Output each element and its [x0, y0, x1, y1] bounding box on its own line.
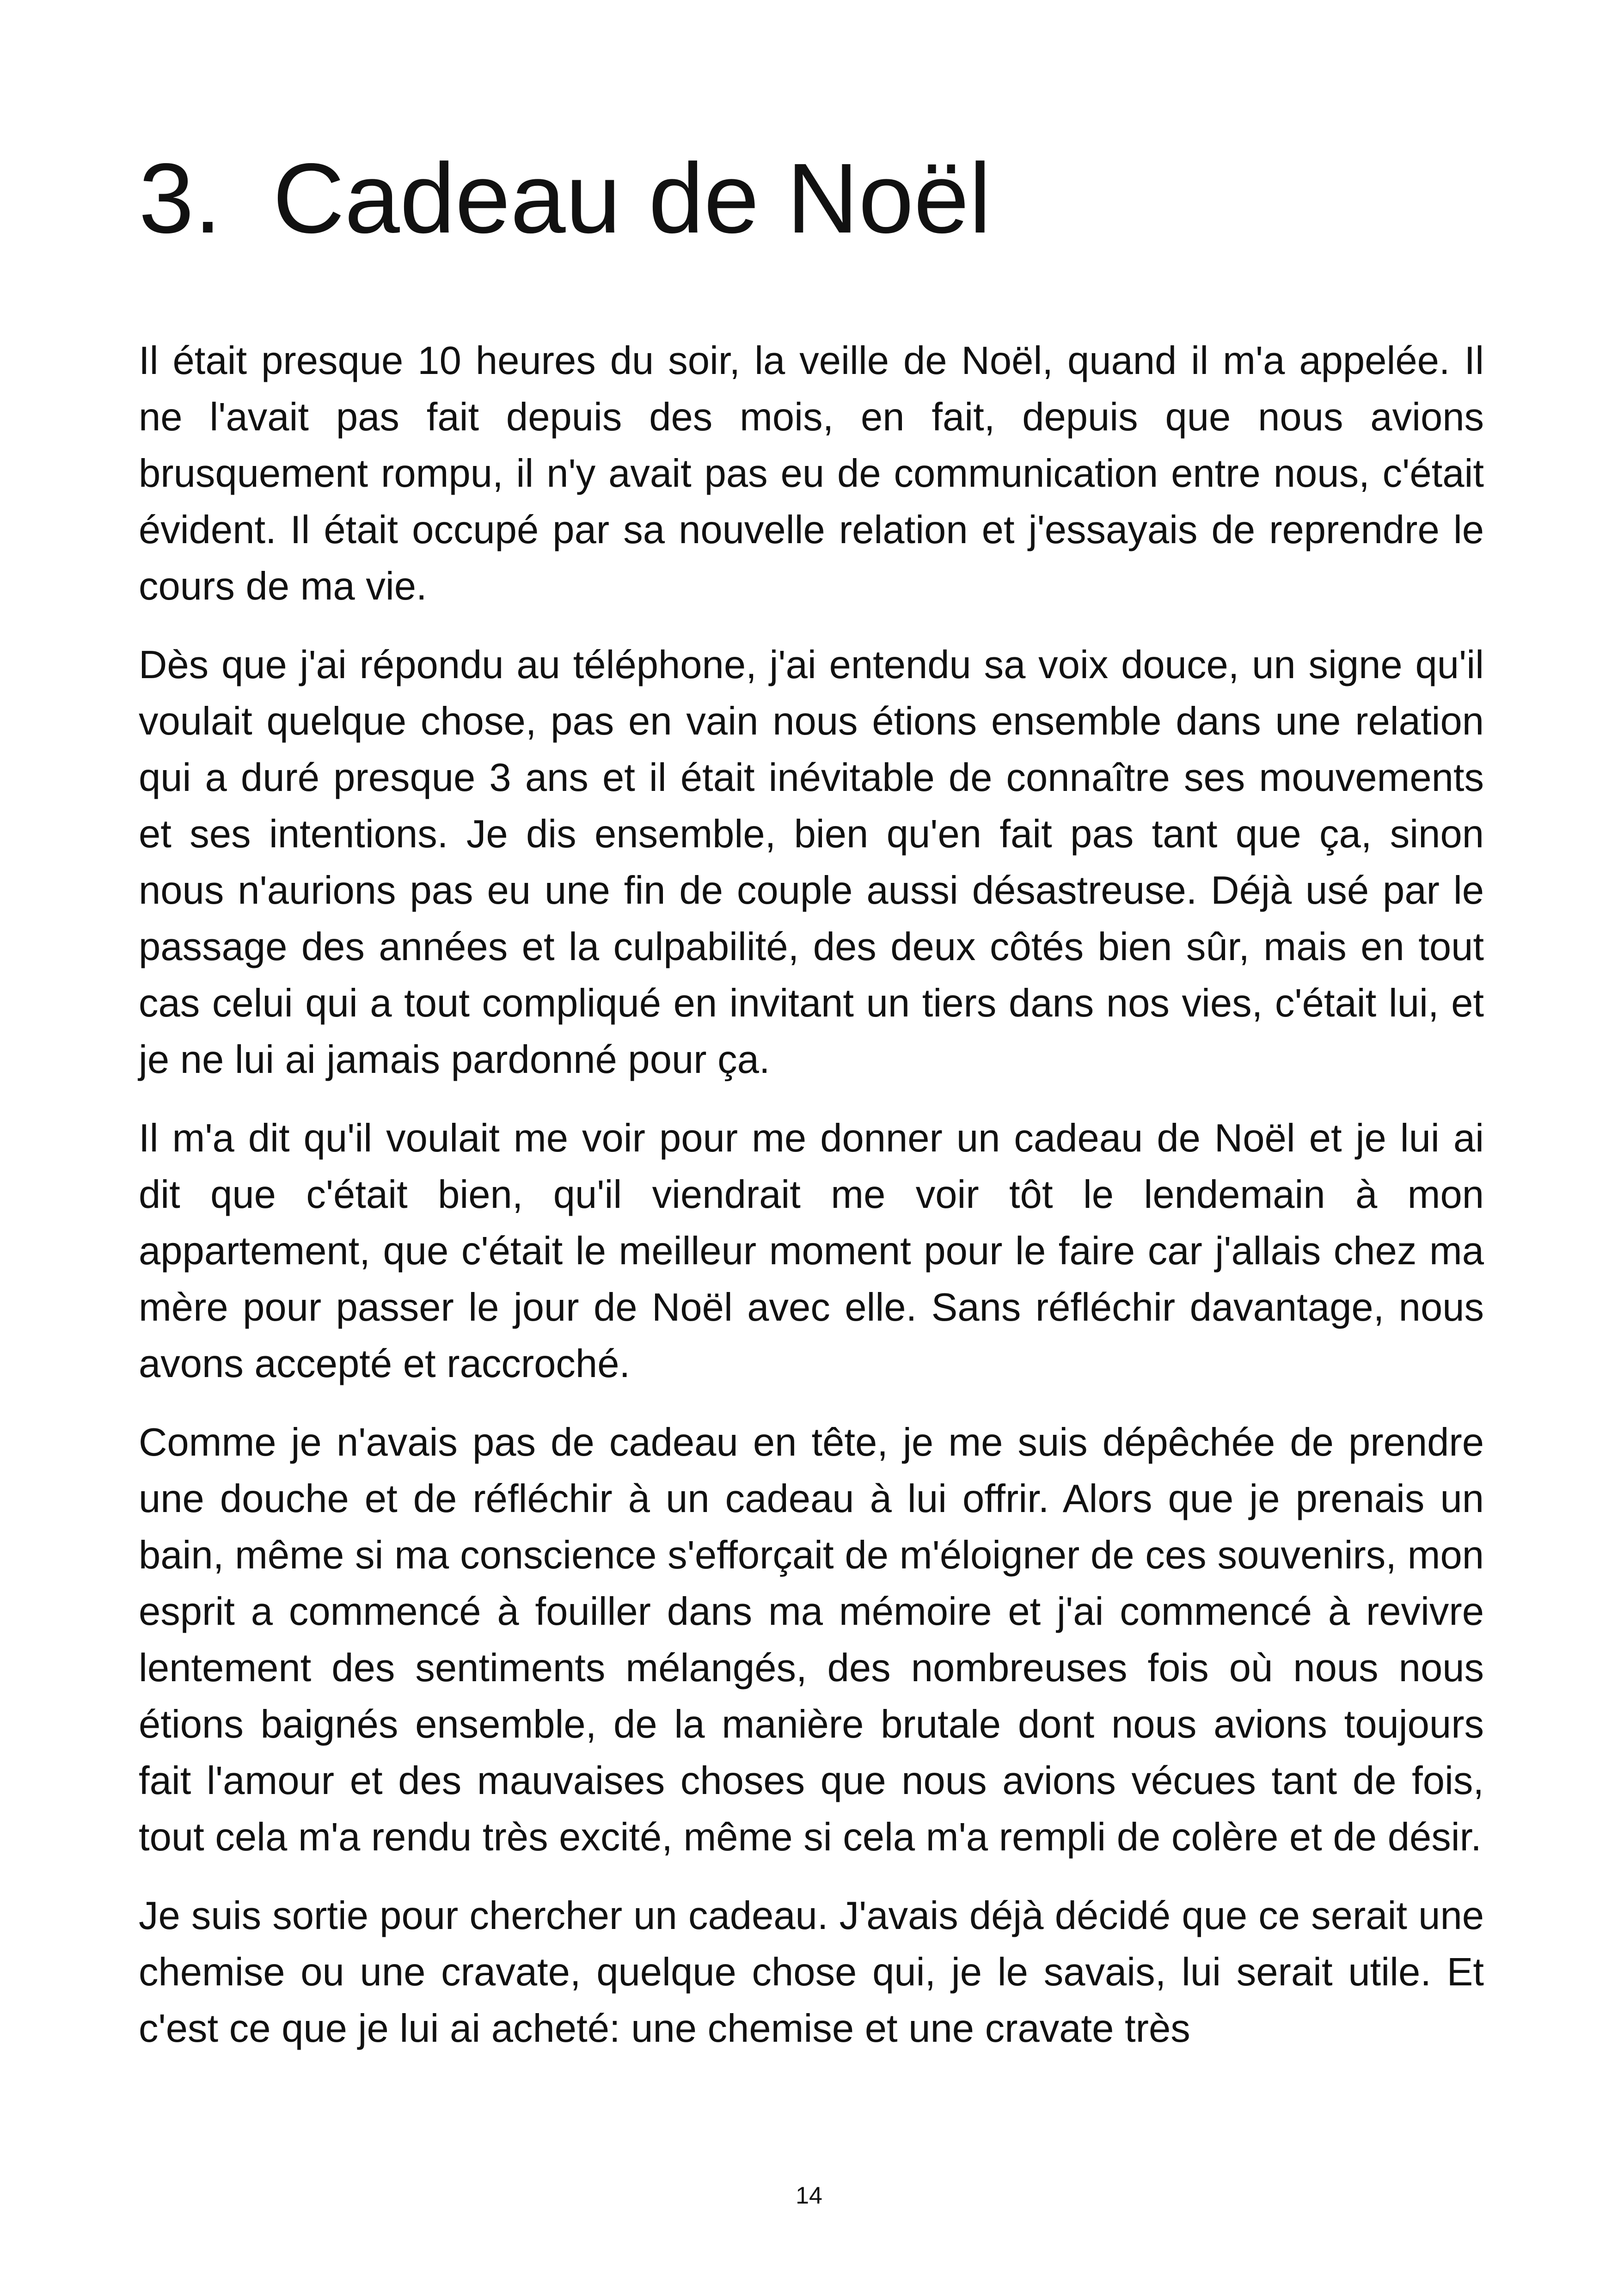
paragraph: Je suis sortie pour chercher un cadeau. J'avais déjà décidé que ce serait une chemise ou une cravate, quelque chose qui, je le savais, lui serait utile. Et c'est ce que je lui ai acheté: une chemise et une cravate très [139, 1894, 1484, 2051]
chapter-heading [139, 139, 991, 258]
paragraph: Dès que j'ai répondu au téléphone, j'ai entendu sa voix douce, un signe qu'il voulait quelque chose, pas en vain nous étions ensemble dans une relation qui a duré presque 3 ans et il était inévitable de connaître ses mouvements et ses intentions. Je dis ensemble, bien qu'en fait pas tant que ça, sinon nous n'aurions pas eu une fin de couple aussi désastreuse. Déjà usé par le passage des années et la culpabilité, des deux côtés bien sûr, mais en tout cas celui qui a tout compliqué en invitant un tiers dans nos vies, c'était lui, et je ne lui ai jamais pardonné pour ça. [139, 643, 1484, 1082]
body-text [139, 333, 1484, 2079]
paragraph: Il était presque 10 heures du soir, la veille de Noël, quand il m'a appelée. Il ne l'avait pas fait depuis des mois, en fait, depuis que nous avions brusquement rompu, il n'y avait pas eu de communication entre nous, c'était évident. Il était occupé par sa nouvelle relation et j'essayais de reprendre le cours de ma vie. [139, 339, 1484, 608]
chapter-number: 3. [139, 142, 222, 254]
chapter-title: Cadeau de Noël [273, 142, 991, 254]
page-number: 14 [796, 2182, 822, 2209]
paragraph: Il m'a dit qu'il voulait me voir pour me donner un cadeau de Noël et je lui ai dit que c'était bien, qu'il viendrait me voir tôt le lendemain à mon appartement, que c'était le meilleur moment pour le faire car j'allais chez ma mère pour passer le jour de Noël avec elle. Sans réfléchir davantage, nous avons accepté et raccroché. [139, 1116, 1484, 1386]
paragraph: Comme je n'avais pas de cadeau en tête, je me suis dépêchée de prendre une douche et de réfléchir à un cadeau à lui offrir. Alors que je prenais un bain, même si ma conscience s'efforçait de m'éloigner de ces souvenirs, mon esprit a commencé à fouiller dans ma mémoire et j'ai commencé à revivre lentement des sentiments mélangés, des nombreuses fois où nous nous étions baignés ensemble, de la manière brutale dont nous avions toujours fait l'amour et des mauvaises choses que nous avions vécues tant de fois, tout cela m'a rendu très excité, même si cela m'a rempli de colère et de désir. [139, 1420, 1484, 1859]
